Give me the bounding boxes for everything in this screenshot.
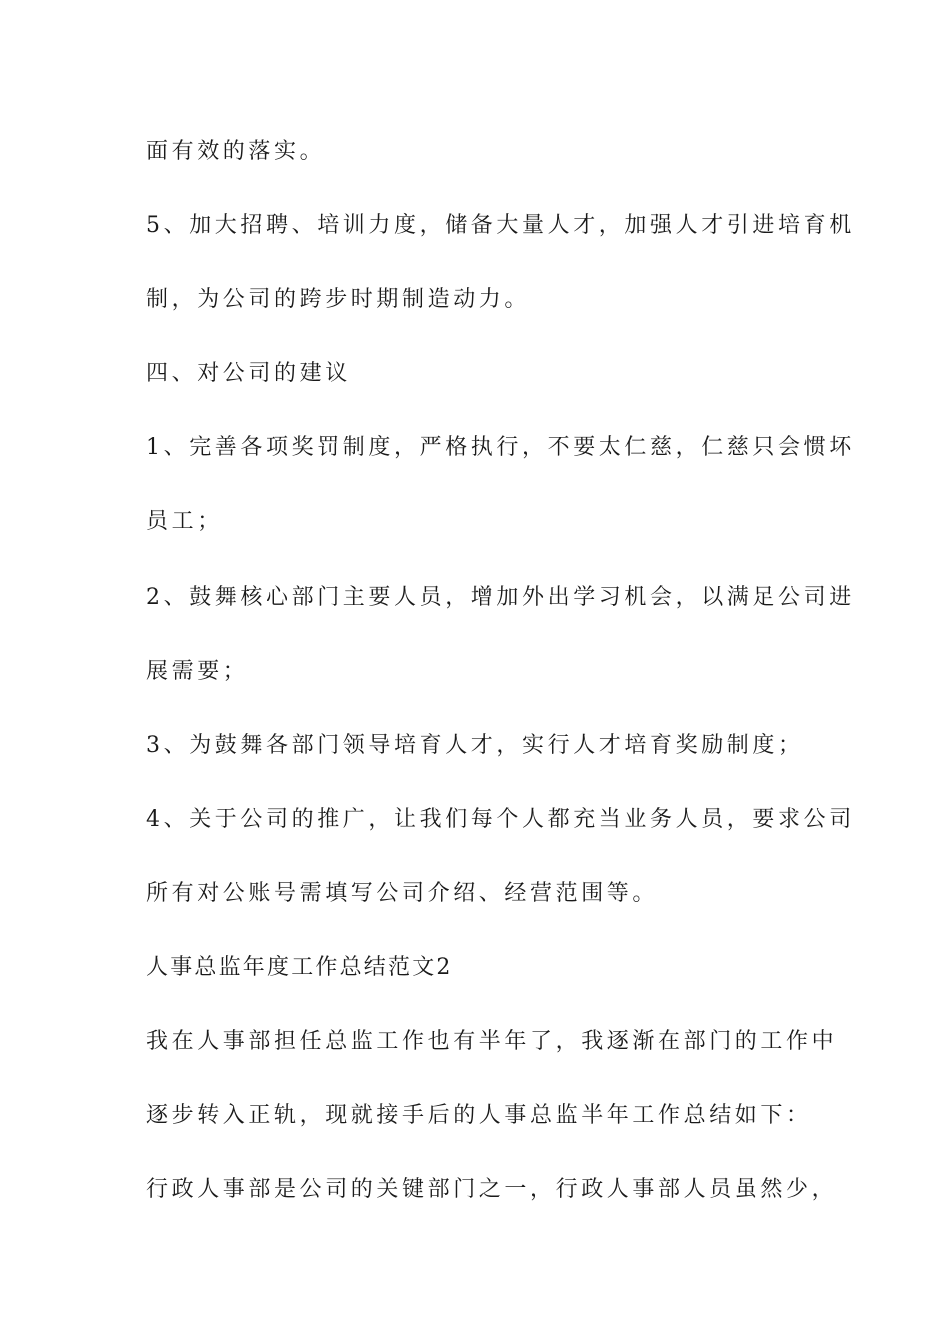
- suggestion-4-line-2: 所有对公账号需填写公司介绍、经营范围等。: [146, 881, 659, 906]
- suggestion-1-line-2: 员工；: [146, 509, 223, 534]
- article-paragraph-line-1: 我在人事部担任总监工作也有半年了，我逐渐在部门的工作中: [146, 1029, 838, 1054]
- article-paragraph-line-2: 逐步转入正轨，现就接手后的人事总监半年工作总结如下：: [146, 1103, 812, 1128]
- list-item-5-line-1: 5、加大招聘、培训力度，储备大量人才，加强人才引进培育机: [146, 213, 855, 238]
- list-item-5-line-2: 制，为公司的跨步时期制造动力。: [146, 287, 531, 312]
- suggestion-4-line-1: 4、关于公司的推广，让我们每个人都充当业务人员，要求公司: [146, 807, 855, 832]
- article-paragraph-line-3: 行政人事部是公司的关键部门之一，行政人事部人员虽然少，: [146, 1177, 838, 1202]
- suggestion-1-line-1: 1、完善各项奖罚制度，严格执行，不要太仁慈，仁慈只会惯坏: [146, 435, 855, 460]
- paragraph-line: 面有效的落实。: [146, 139, 326, 164]
- suggestion-2-line-1: 2、鼓舞核心部门主要人员，增加外出学习机会，以满足公司进: [146, 585, 855, 610]
- suggestion-2-line-2: 展需要；: [146, 659, 249, 684]
- article-title: 人事总监年度工作总结范文2: [146, 955, 453, 980]
- section-heading-suggestions: 四、对公司的建议: [146, 361, 351, 386]
- suggestion-3: 3、为鼓舞各部门领导培育人才，实行人才培育奖励制度；: [146, 733, 804, 758]
